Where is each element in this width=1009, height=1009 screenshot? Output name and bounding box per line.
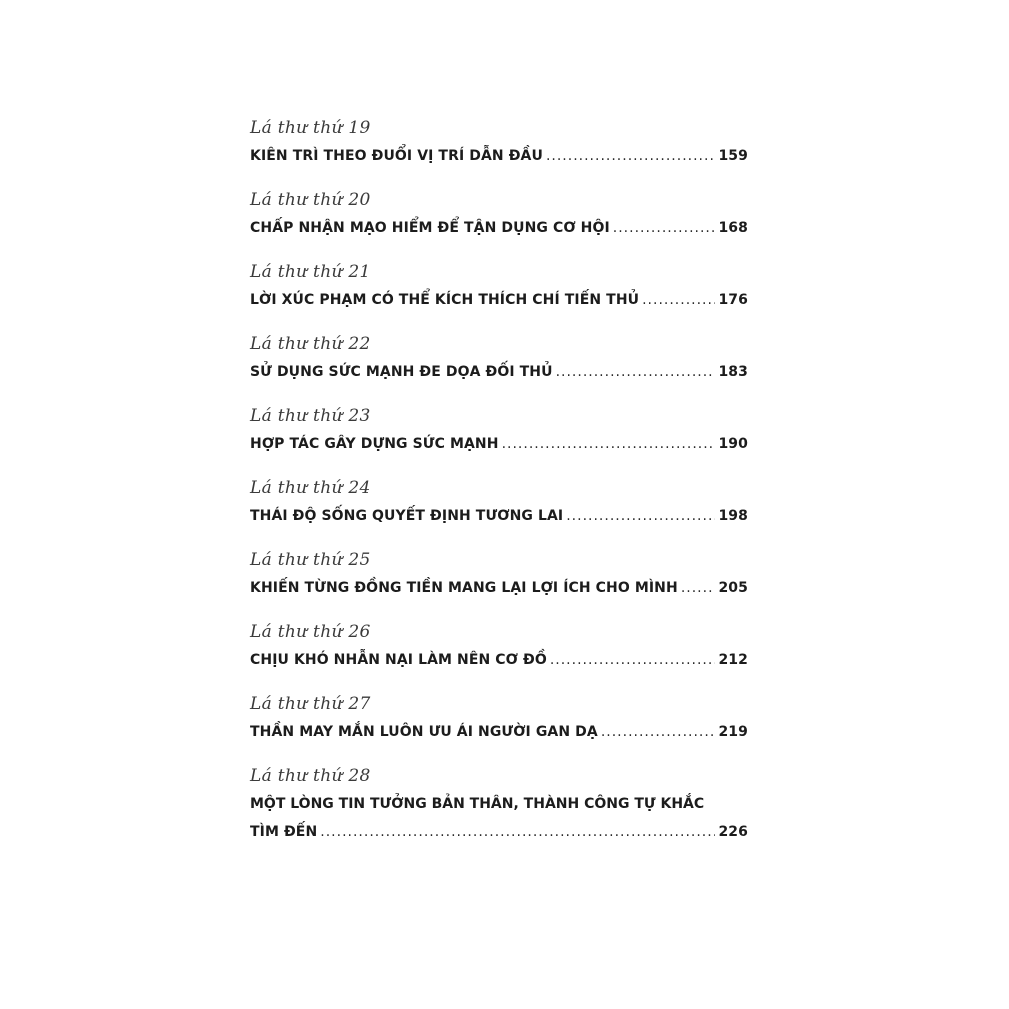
page-number: 212 bbox=[718, 652, 748, 668]
toc-entry[interactable] bbox=[250, 760, 748, 860]
toc-line bbox=[250, 436, 748, 452]
dot-leader bbox=[546, 148, 716, 164]
chapter-title: HỢP TÁC GÂY DỰNG SỨC MẠNH bbox=[250, 436, 499, 452]
letter-label: Lá thư thứ 27 bbox=[250, 694, 371, 714]
toc-entry[interactable] bbox=[250, 688, 748, 760]
toc-line bbox=[250, 508, 748, 524]
dot-leader bbox=[502, 436, 716, 452]
chapter-title-line2: TÌM ĐẾN bbox=[250, 824, 318, 840]
dot-leader bbox=[566, 508, 715, 524]
chapter-title: CHẤP NHẬN MẠO HIỂM ĐỂ TẬN DỤNG CƠ HỘI bbox=[250, 220, 610, 236]
page-number: 226 bbox=[718, 824, 748, 840]
dot-leader bbox=[601, 724, 716, 740]
toc-line bbox=[250, 652, 748, 668]
page-number: 205 bbox=[718, 580, 748, 596]
toc-line bbox=[250, 292, 748, 308]
dot-leader bbox=[681, 580, 716, 596]
toc-entry[interactable] bbox=[250, 256, 748, 328]
chapter-title: CHỊU KHÓ NHẪN NẠI LÀM NÊN CƠ ĐỒ bbox=[250, 652, 547, 668]
dot-leader bbox=[320, 824, 715, 840]
letter-label: Lá thư thứ 23 bbox=[250, 406, 371, 426]
page-number: 198 bbox=[718, 508, 748, 524]
toc-line bbox=[250, 220, 748, 236]
chapter-title-line1: MỘT LÒNG TIN TƯỞNG BẢN THÂN, THÀNH CÔNG TỰ KHẮC bbox=[250, 796, 705, 812]
chapter-title: LỜI XÚC PHẠM CÓ THỂ KÍCH THÍCH CHÍ TIẾN THỦ bbox=[250, 292, 640, 308]
letter-label: Lá thư thứ 28 bbox=[250, 766, 371, 786]
page-number: 219 bbox=[718, 724, 748, 740]
toc-entry[interactable] bbox=[250, 472, 748, 544]
page-number: 190 bbox=[718, 436, 748, 452]
chapter-title: SỬ DỤNG SỨC MẠNH ĐE DỌA ĐỐI THỦ bbox=[250, 364, 553, 380]
letter-label: Lá thư thứ 19 bbox=[250, 118, 371, 138]
letter-label: Lá thư thứ 22 bbox=[250, 334, 371, 354]
table-of-contents bbox=[250, 112, 748, 860]
toc-entry[interactable] bbox=[250, 328, 748, 400]
toc-line bbox=[250, 364, 748, 380]
page-number: 159 bbox=[718, 148, 748, 164]
page-number: 168 bbox=[718, 220, 748, 236]
chapter-title: KIÊN TRÌ THEO ĐUỔI VỊ TRÍ DẪN ĐẦU bbox=[250, 148, 543, 164]
dot-leader bbox=[642, 292, 715, 308]
dot-leader bbox=[613, 220, 716, 236]
toc-line bbox=[250, 824, 748, 840]
chapter-title: KHIẾN TỪNG ĐỒNG TIỀN MANG LẠI LỢI ÍCH CHO MÌNH bbox=[250, 580, 678, 596]
dot-leader bbox=[550, 652, 716, 668]
toc-line bbox=[250, 580, 748, 596]
letter-label: Lá thư thứ 26 bbox=[250, 622, 371, 642]
letter-label: Lá thư thứ 25 bbox=[250, 550, 371, 570]
toc-entry[interactable] bbox=[250, 616, 748, 688]
toc-entry[interactable] bbox=[250, 544, 748, 616]
chapter-title: THÁI ĐỘ SỐNG QUYẾT ĐỊNH TƯƠNG LAI bbox=[250, 508, 564, 524]
page-number: 176 bbox=[718, 292, 748, 308]
toc-line bbox=[250, 148, 748, 164]
toc-entry[interactable] bbox=[250, 400, 748, 472]
dot-leader bbox=[556, 364, 716, 380]
toc-entry[interactable] bbox=[250, 112, 748, 184]
page-number: 183 bbox=[718, 364, 748, 380]
toc-line bbox=[250, 724, 748, 740]
toc-entry[interactable] bbox=[250, 184, 748, 256]
letter-label: Lá thư thứ 20 bbox=[250, 190, 371, 210]
letter-label: Lá thư thứ 24 bbox=[250, 478, 371, 498]
chapter-title: THẦN MAY MẮN LUÔN ƯU ÁI NGƯỜI GAN DẠ bbox=[250, 724, 598, 740]
letter-label: Lá thư thứ 21 bbox=[250, 262, 371, 282]
